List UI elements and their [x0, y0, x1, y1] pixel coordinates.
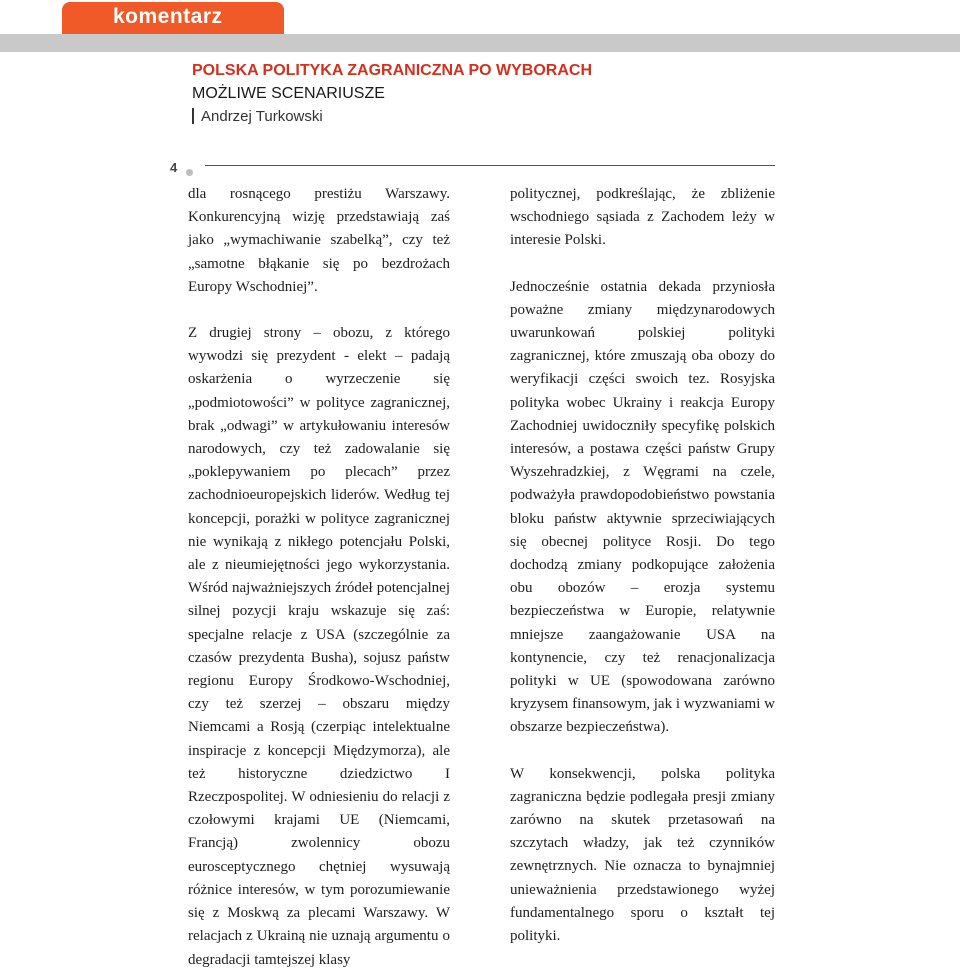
section-tab-label: komentarz	[113, 5, 223, 28]
page-dots	[186, 163, 195, 181]
header-rule	[205, 165, 775, 166]
paragraph: Jednocześnie ostatnia dekada przyniosła poważne zmiany międzynarodowych uwarunkowań polskiej polityki zagranicznej, które zmuszają oba obozy do weryfikacji części swoich tez. Rosyjska polityka wobec Ukrainy i reakcja Europy Zachodniej uwidoczniły specyfikę polskich interesów, a postawa części państw Grupy Wyszehradzkiej, z Węgrami na czele, podważyła prawdopodobieństwo powstania bloku państw aktywnie sprzeciwiających się obecnej polityce Rosji. Do tego dochodzą zmiany podkopujące założenia obu obozów – erozja systemu bezpieczeństwa w Europie, relatywnie mniejsze zaangażowanie USA na kontynencie, czy też renacjonalizacja polityki w UE (spowodowana zarówno kryzysem finansowym, jak i wyzwaniami w obszarze bezpieczeństwa).	[510, 278, 775, 736]
author-divider	[192, 108, 194, 124]
author-line	[192, 108, 323, 125]
right-column	[510, 183, 775, 948]
paragraph: W konsekwencji, polska polityka zagraniczna będzie podlegała presji zmiany zarówno na skutek przetasowań na szczytach władzy, jak też czynników zewnętrznych. Nie oznacza to bynajmniej unieważnienia przedstawionego wyżej fundamentalnego sporu o kształt tej polityki.	[510, 765, 775, 945]
header-band	[0, 34, 960, 52]
article-subtitle: MOŻLIWE SCENARIUSZE	[192, 85, 385, 102]
left-column	[188, 183, 450, 972]
article-title: POLSKA POLITYKA ZAGRANICZNA PO WYBORACH	[192, 62, 592, 79]
paragraph: Z drugiej strony – obozu, z którego wywodzi się prezydent - elekt – padają oskarżenia o wyrzeczenie się „podmiotowości” w polityce zagranicznej, brak „odwagi” w artykułowaniu interesów narodowych, czy też zadowalanie się „poklepywaniem po plecach” przez zachodnioeuropejskich liderów. Według tej koncepcji, porażki w polityce zagranicznej nie wynikają z nikłego potencjału Polski, ale z nieumiejętności jego wykorzystania. Wśród najważniejszych źródeł potencjalnej silnej pozycji kraju wskazuje się zaś: specjalne relacje z USA (szczególnie za czasów prezydenta Busha), sojusz państw regionu Europy Środkowo-Wschodniej, czy też szerzej – obszaru między Niemcami a Rosją (czerpiąc intelektualne inspiracje z koncepcji Międzymorza), ale też historyczne dziedzictwo I Rzeczpospolitej. W odniesieniu do relacji z czołowymi krajami UE (Niemcami, Francją) zwolennicy obozu eurosceptycznego chętniej wysuwają różnice interesów, w tym porozumiewanie się z Moskwą za plecami Warszawy. W relacjach z Ukrainą nie uznają argumentu o degradacji tamtejszej klasy	[188, 325, 450, 968]
dot-icon	[186, 169, 193, 176]
page-number: 4	[170, 160, 178, 175]
paragraph: politycznej, podkreślając, że zbliżenie wschodniego sąsiada z Zachodem leży w interesie Polski.	[510, 186, 775, 249]
paragraph: dla rosnącego prestiżu Warszawy. Konkurencyjną wizję przedstawiają zaś jako „wymachiwanie szabelką”, czy też „samotne błąkanie się po bezdrożach Europy Wschodniej”.	[188, 186, 450, 295]
author-name: Andrzej Turkowski	[201, 108, 323, 125]
